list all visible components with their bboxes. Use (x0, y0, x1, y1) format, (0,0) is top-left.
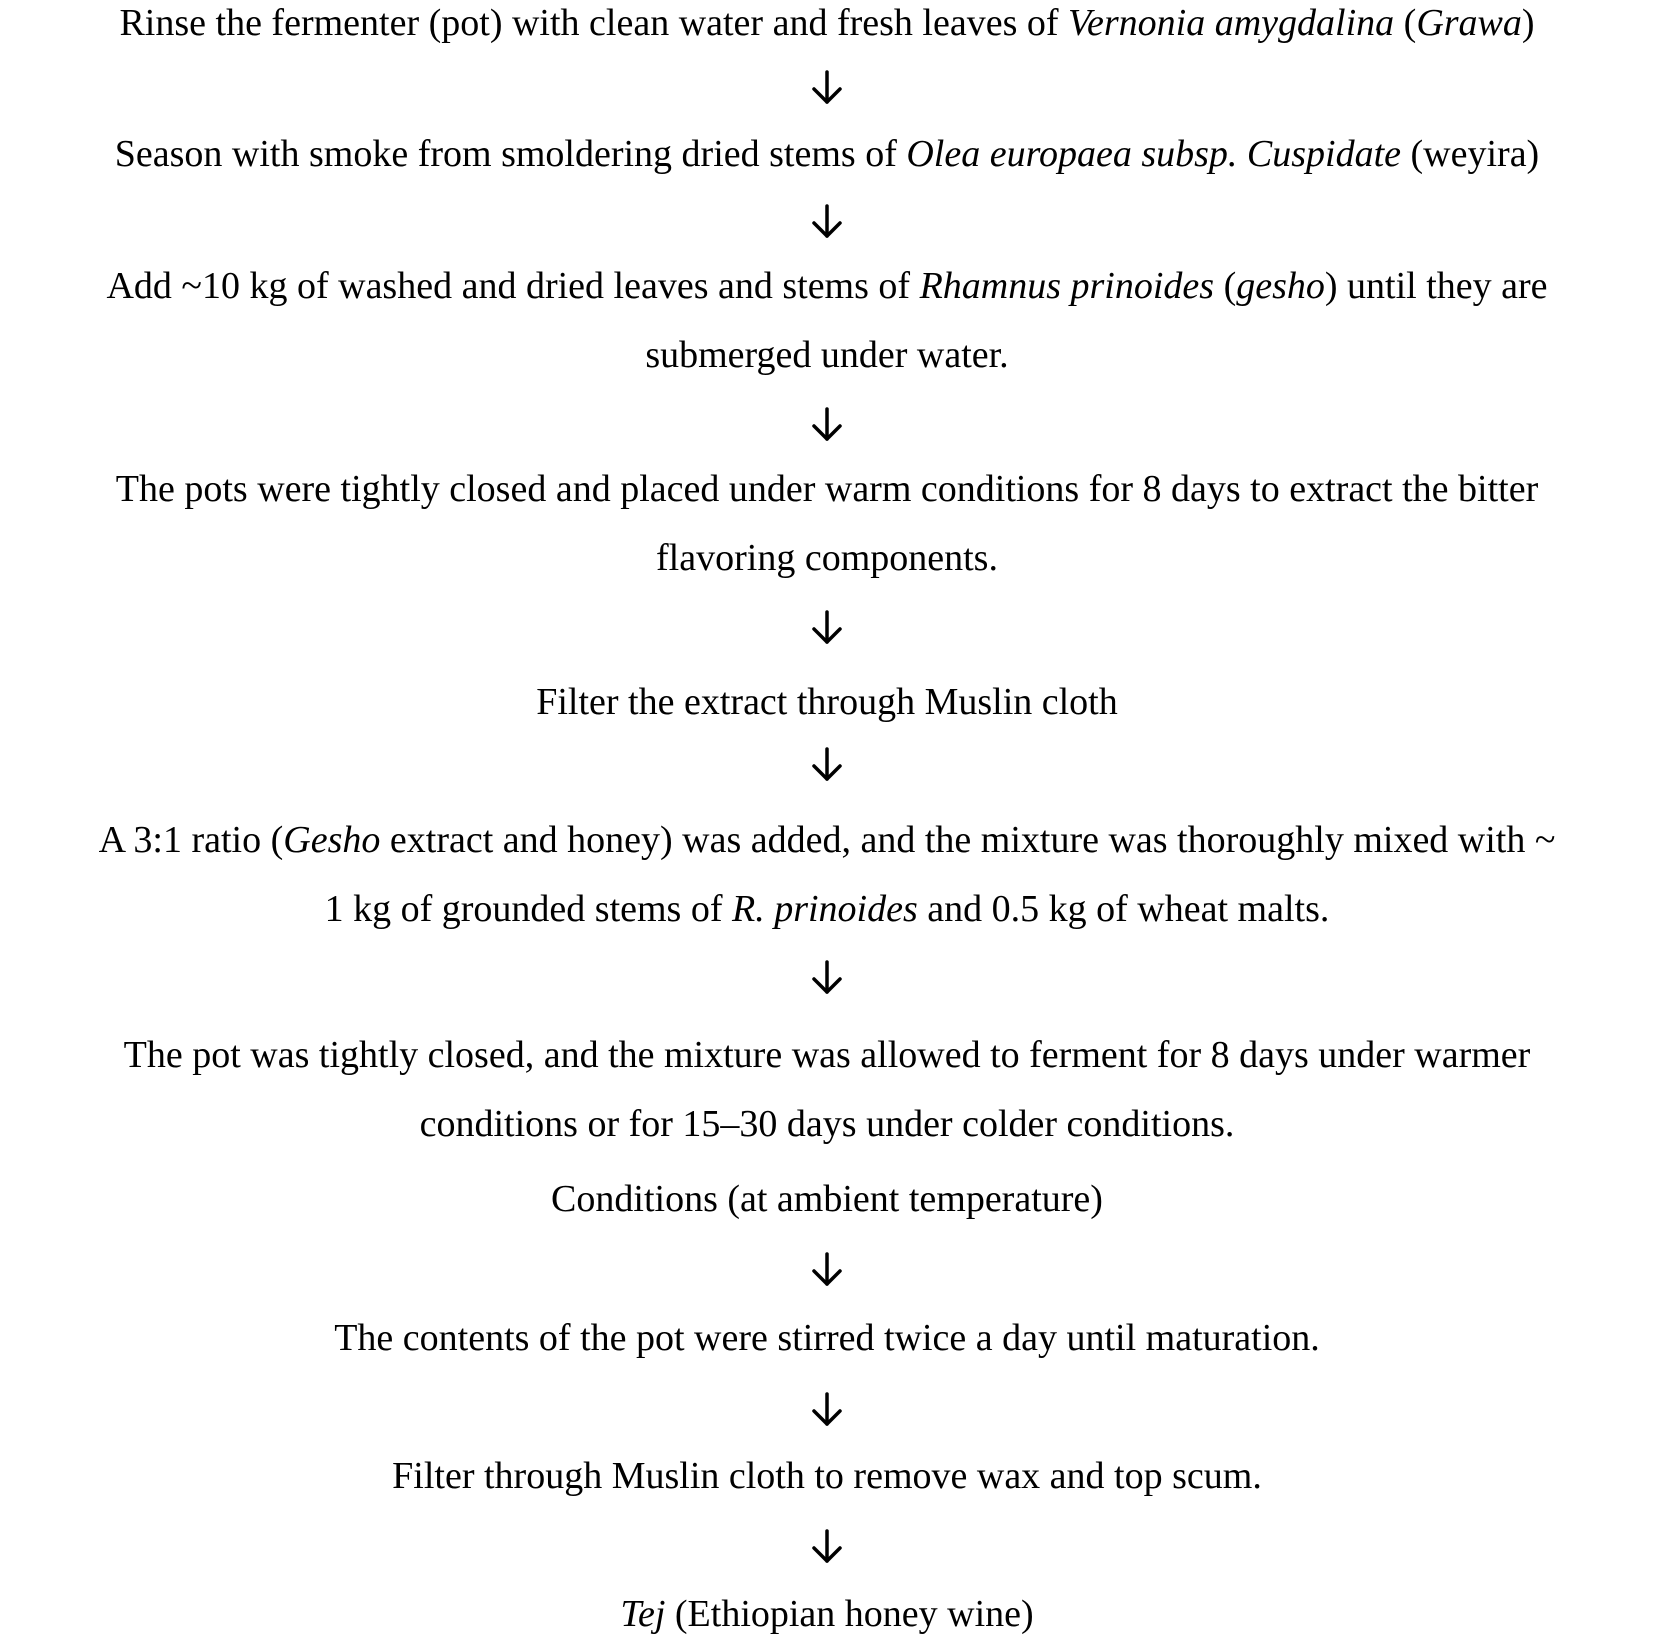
down-arrow-icon (809, 405, 845, 445)
text-run: Add ~10 kg of washed and dried leaves and stems of (106, 265, 920, 307)
local-name: Grawa (1416, 2, 1522, 44)
text-run: (weyira) (1401, 133, 1540, 175)
text-run: ) until they are (1324, 265, 1548, 307)
down-arrow-icon (809, 958, 845, 998)
text-run: Filter through Muslin cloth to remove wax and top scum. (392, 1455, 1262, 1497)
text-run: The pot was tightly closed, and the mixture was allowed to ferment for 8 days under warmer (123, 1034, 1531, 1076)
local-name: Gesho (283, 819, 381, 861)
step-4-line-2 (0, 535, 1654, 581)
text-run: submerged under water. (645, 334, 1009, 376)
step-3-line-1 (0, 263, 1654, 309)
step-7-line-2 (0, 1101, 1654, 1147)
text-run: ( (1394, 2, 1417, 44)
text-run: extract and honey) was added, and the mixture was thoroughly mixed with ~ (380, 819, 1556, 861)
step-6-line-2 (0, 886, 1654, 932)
step-1-line-1 (0, 0, 1654, 46)
step-7-line-1 (0, 1032, 1654, 1078)
text-run: flavoring components. (656, 537, 998, 579)
species-name: Olea europaea subsp. Cuspidate (906, 133, 1402, 175)
step-10-line-1 (0, 1591, 1654, 1637)
down-arrow-icon (809, 68, 845, 108)
species-name: Vernonia amygdalina (1068, 2, 1395, 44)
step-9-line-1 (0, 1453, 1654, 1499)
down-arrow-icon (809, 202, 845, 242)
text-run: conditions or for 15–30 days under colder conditions. (419, 1103, 1235, 1145)
product-name: Tej (620, 1593, 666, 1635)
step-2-line-1 (0, 131, 1654, 177)
step-4-line-1 (0, 466, 1654, 512)
down-arrow-icon (809, 745, 845, 785)
step-5-line-1 (0, 679, 1654, 725)
text-run: ) (1521, 2, 1535, 44)
local-name: gesho (1236, 265, 1325, 307)
text-run: Rinse the fermenter (pot) with clean water and fresh leaves of (119, 2, 1069, 44)
species-name: Rhamnus prinoides (919, 265, 1215, 307)
step-8-line-1 (0, 1315, 1654, 1361)
text-run: Season with smoke from smoldering dried stems of (114, 133, 907, 175)
text-run: The pots were tightly closed and placed under warm conditions for 8 days to extract the bitter (115, 468, 1539, 510)
down-arrow-icon (809, 1250, 845, 1290)
text-run: 1 kg of grounded stems of (324, 888, 732, 930)
species-name: R. prinoides (732, 888, 918, 930)
step-3-line-2 (0, 332, 1654, 378)
text-run: (Ethiopian honey wine) (665, 1593, 1034, 1635)
step-6-line-1 (0, 817, 1654, 863)
step-7-line-3 (0, 1176, 1654, 1222)
text-run: The contents of the pot were stirred twice a day until maturation. (334, 1317, 1320, 1359)
text-run: Conditions (at ambient temperature) (551, 1178, 1103, 1220)
text-run: ( (1214, 265, 1237, 307)
text-run: Filter the extract through Muslin cloth (536, 681, 1118, 723)
down-arrow-icon (809, 608, 845, 648)
text-run: and 0.5 kg of wheat malts. (917, 888, 1330, 930)
text-run: A 3:1 ratio ( (98, 819, 284, 861)
down-arrow-icon (809, 1527, 845, 1567)
down-arrow-icon (809, 1390, 845, 1430)
